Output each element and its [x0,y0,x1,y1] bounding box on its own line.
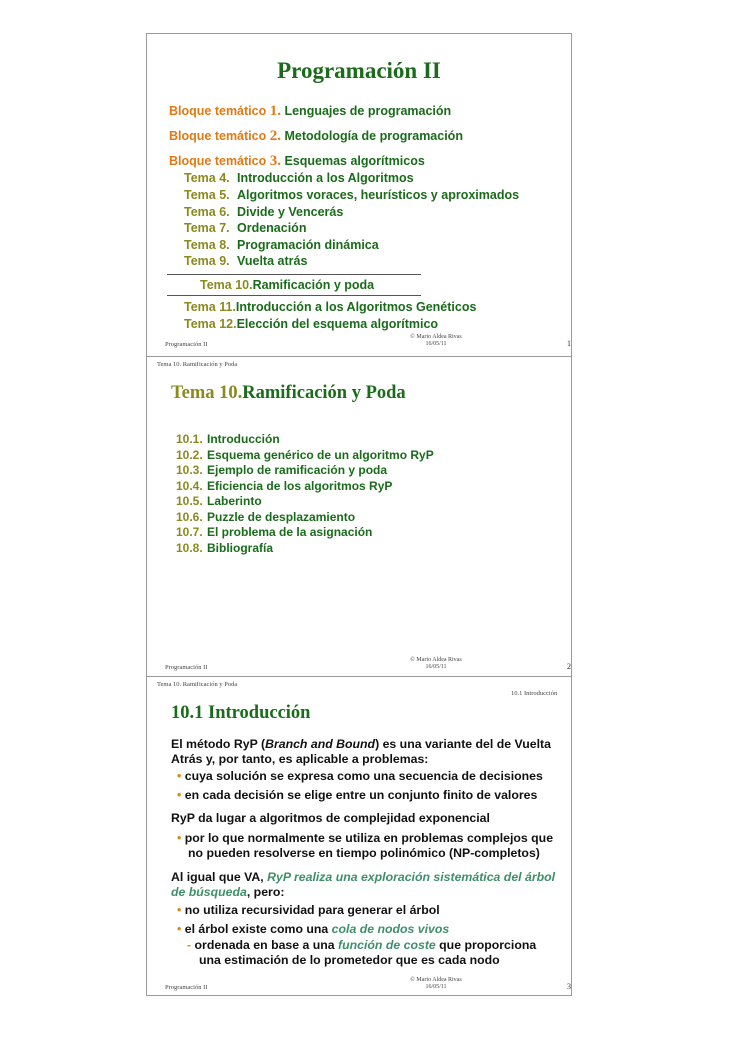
paragraph-complexity: RyP da lugar a algoritmos de complejidad exponencial [171,811,490,825]
tema-item: Tema 11.Introducción a los Algoritmos Genéticos [184,300,477,314]
toc-item: 10.8. Bibliografía [176,541,274,555]
highlight-bottom-line [167,295,421,296]
slide-3 [147,676,571,996]
toc-item: 10.5. Laberinto [176,494,262,508]
footer-left: Programación II [165,984,208,991]
toc-item: 10.6. Puzzle de desplazamiento [176,510,356,524]
slide-2 [147,356,571,676]
tema-item: Tema 9. Vuelta atrás [184,254,308,268]
footer-left: Programación II [165,341,208,348]
tema-item: Tema 6. Divide y Vencerás [184,205,344,219]
bullet-item: • en cada decisión se elige entre un conjunto finito de valores [177,788,538,802]
tema-item: Tema 5. Algoritmos voraces, heurísticos y aproximados [184,188,520,202]
highlight-top-line [167,274,421,275]
footer-center: © Mario Aldea Rivas 16/05/11 [410,334,462,347]
tema-item: Tema 12.Elección del esquema algorítmico [184,317,439,331]
slide-header: Tema 10. Ramificación y Poda [157,681,238,688]
toc-item: 10.2. Esquema genérico de un algoritmo RyP [176,448,434,462]
slide-title: Programación II [277,58,441,83]
footer-center: © Mario Aldea Rivas 16/05/11 [410,657,462,670]
toc-item: 10.4. Eficiencia de los algoritmos RyP [176,479,393,493]
page-number: 3 [567,982,571,991]
bloque-2: Bloque temático 2. Metodología de programación [169,128,463,144]
slide-1 [147,34,571,354]
slide-title: Tema 10.Ramificación y Poda [171,383,406,403]
bullet-item: • no utiliza recursividad para generar el árbol [177,903,440,917]
toc-item: 10.3. Ejemplo de ramificación y poda [176,463,388,477]
footer-left: Programación II [165,664,208,671]
footer-center: © Mario Aldea Rivas 16/05/11 [410,977,462,990]
tema-item-current: Tema 10.Ramificación y poda [200,278,375,292]
bullet-item: • cuya solución se expresa como una secuencia de decisiones [177,769,543,783]
toc-item: 10.7. El problema de la asignación [176,525,373,539]
paragraph-va: Al igual que VA, RyP realiza una exploración sistemática del árbol de búsqueda, pero: [171,870,556,899]
toc-item: 10.1. Introducción [176,432,280,446]
paragraph-intro: El método RyP (Branch and Bound) es una variante del de Vuelta Atrás y, por tanto, es aplicable a problemas: [171,737,551,766]
bullet-item: • por lo que normalmente se utiliza en problemas complejos que no pueden resolverse en tiempo polinómico (NP-completos) [177,831,554,860]
bloque-1: Bloque temático 1. Lenguajes de programación [169,103,452,119]
slide-title: 10.1 Introducción [171,703,311,723]
tema-item: Tema 4. Introducción a los Algoritmos [184,171,414,185]
slide-header: Tema 10. Ramificación y Poda [157,361,238,368]
bullet-item: • el árbol existe como una cola de nodos vivos [177,922,450,936]
page-number: 1 [567,339,571,348]
slides-page [146,33,572,996]
tema-item: Tema 8. Programación dinámica [184,238,379,252]
bloque-3: Bloque temático 3. Esquemas algorítmicos [169,153,425,169]
section-tag: 10.1 Introducción [511,690,558,697]
page-number: 2 [567,662,571,671]
sub-bullet-item: - ordenada en base a una función de coste que proporciona una estimación de lo prometedor que es cada nodo [187,938,537,967]
tema-item: Tema 7. Ordenación [184,221,307,235]
